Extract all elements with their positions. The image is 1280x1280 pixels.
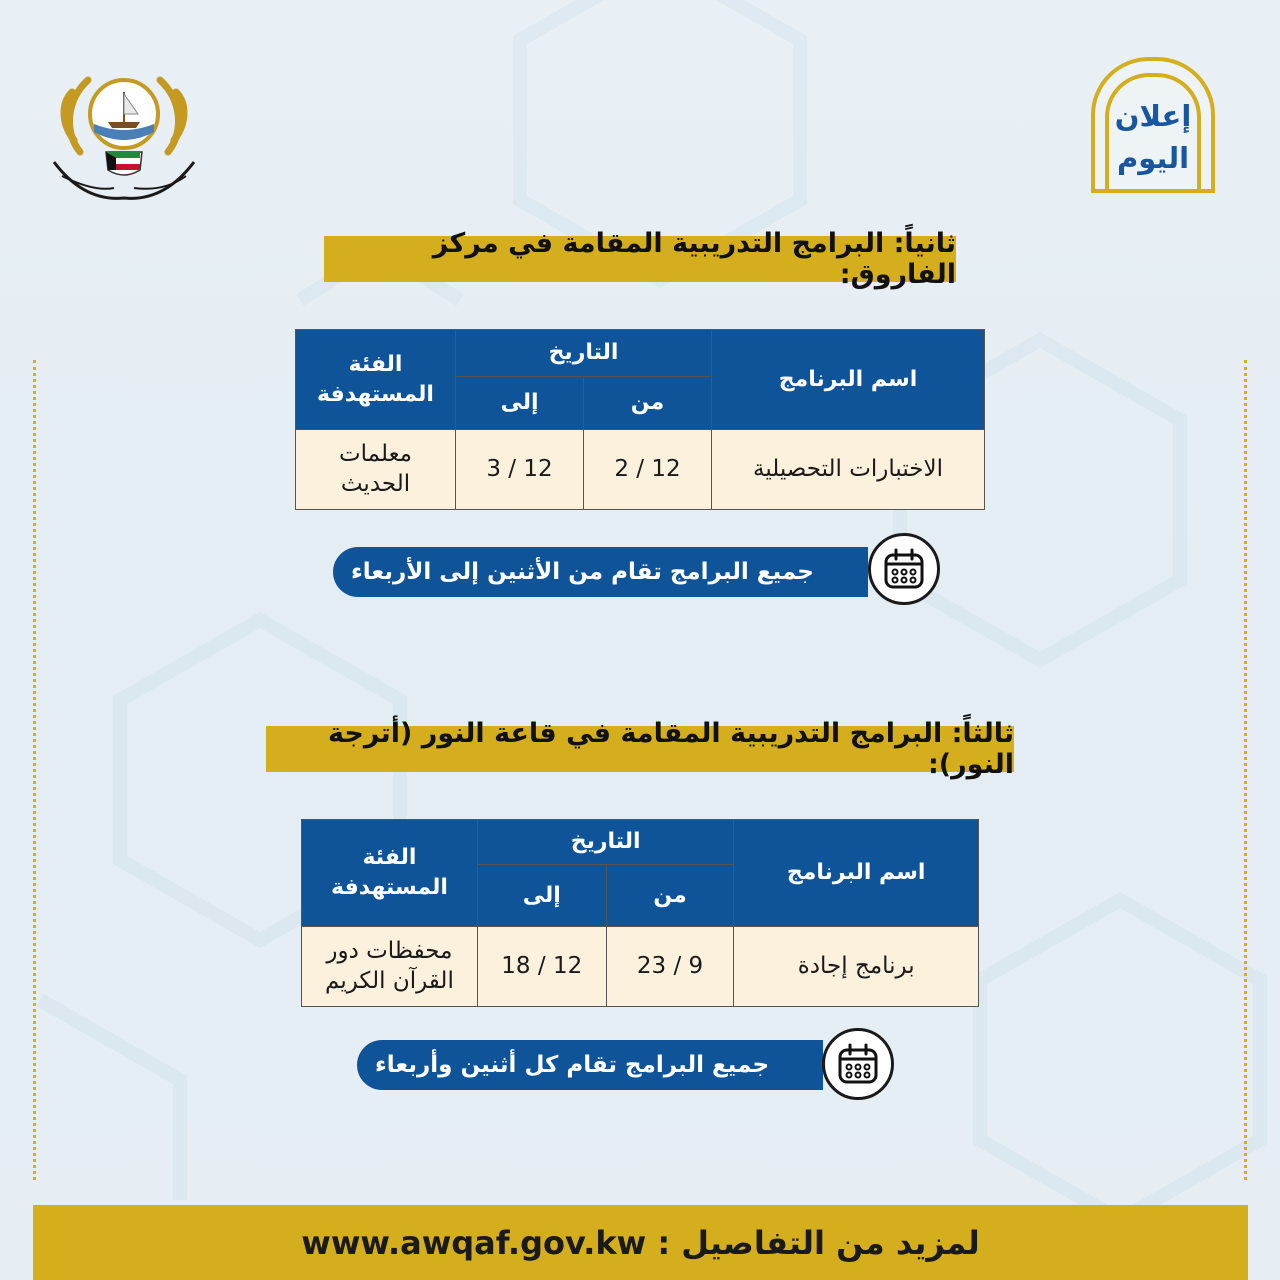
footer-bar	[33, 1205, 1248, 1280]
table-row	[302, 927, 979, 1007]
calendar-icon	[822, 1028, 894, 1100]
badge-line1: إعلان	[1114, 98, 1192, 133]
cell-from: 9 / 23	[606, 927, 734, 1007]
header-target-group: الفئة المستهدفة	[296, 330, 456, 430]
footer-text	[301, 1224, 979, 1262]
section2-title: ثانياً: البرامج التدريبية المقامة في مركز الفاروق:	[324, 236, 956, 282]
header-date: التاريخ	[477, 820, 734, 865]
cell-program: الاختبارات التحصيلية	[712, 430, 985, 510]
section2-days-note: جميع البرامج تقام من الأثنين إلى الأربعاء	[333, 547, 868, 597]
header-program-name: اسم البرنامج	[734, 820, 979, 927]
cell-target: معلمات الحديث	[296, 430, 456, 510]
header-to: إلى	[477, 865, 606, 927]
cell-from: 12 / 2	[584, 430, 712, 510]
table-row	[296, 430, 985, 510]
left-dotted-border	[33, 360, 36, 1180]
section3-title: ثالثاً: البرامج التدريبية المقامة في قاعة النور (أترجة النور):	[266, 726, 1014, 772]
section2-table	[295, 329, 985, 510]
ministry-emblem-icon	[44, 52, 204, 202]
right-dotted-border	[1244, 360, 1247, 1180]
badge-line2: اليوم	[1116, 141, 1190, 175]
header-program-name: اسم البرنامج	[712, 330, 985, 430]
header-from: من	[584, 377, 712, 430]
cell-to: 12 / 3	[456, 430, 584, 510]
header-to: إلى	[456, 377, 584, 430]
header-from: من	[606, 865, 734, 927]
cell-program: برنامج إجادة	[734, 927, 979, 1007]
website-link[interactable]: www.awqaf.gov.kw	[301, 1223, 647, 1262]
header-target-group: الفئة المستهدفة	[302, 820, 478, 927]
section3-days-note: جميع البرامج تقام كل أثنين وأربعاء	[357, 1040, 823, 1090]
calendar-icon	[868, 533, 940, 605]
header-date: التاريخ	[456, 330, 712, 377]
footer-label: لمزيد من التفاصيل :	[657, 1223, 980, 1262]
cell-target: محفظات دور القرآن الكريم	[302, 927, 478, 1007]
section3-table	[301, 819, 979, 1007]
cell-to: 12 / 18	[477, 927, 606, 1007]
todays-announcement-badge	[1091, 57, 1215, 193]
